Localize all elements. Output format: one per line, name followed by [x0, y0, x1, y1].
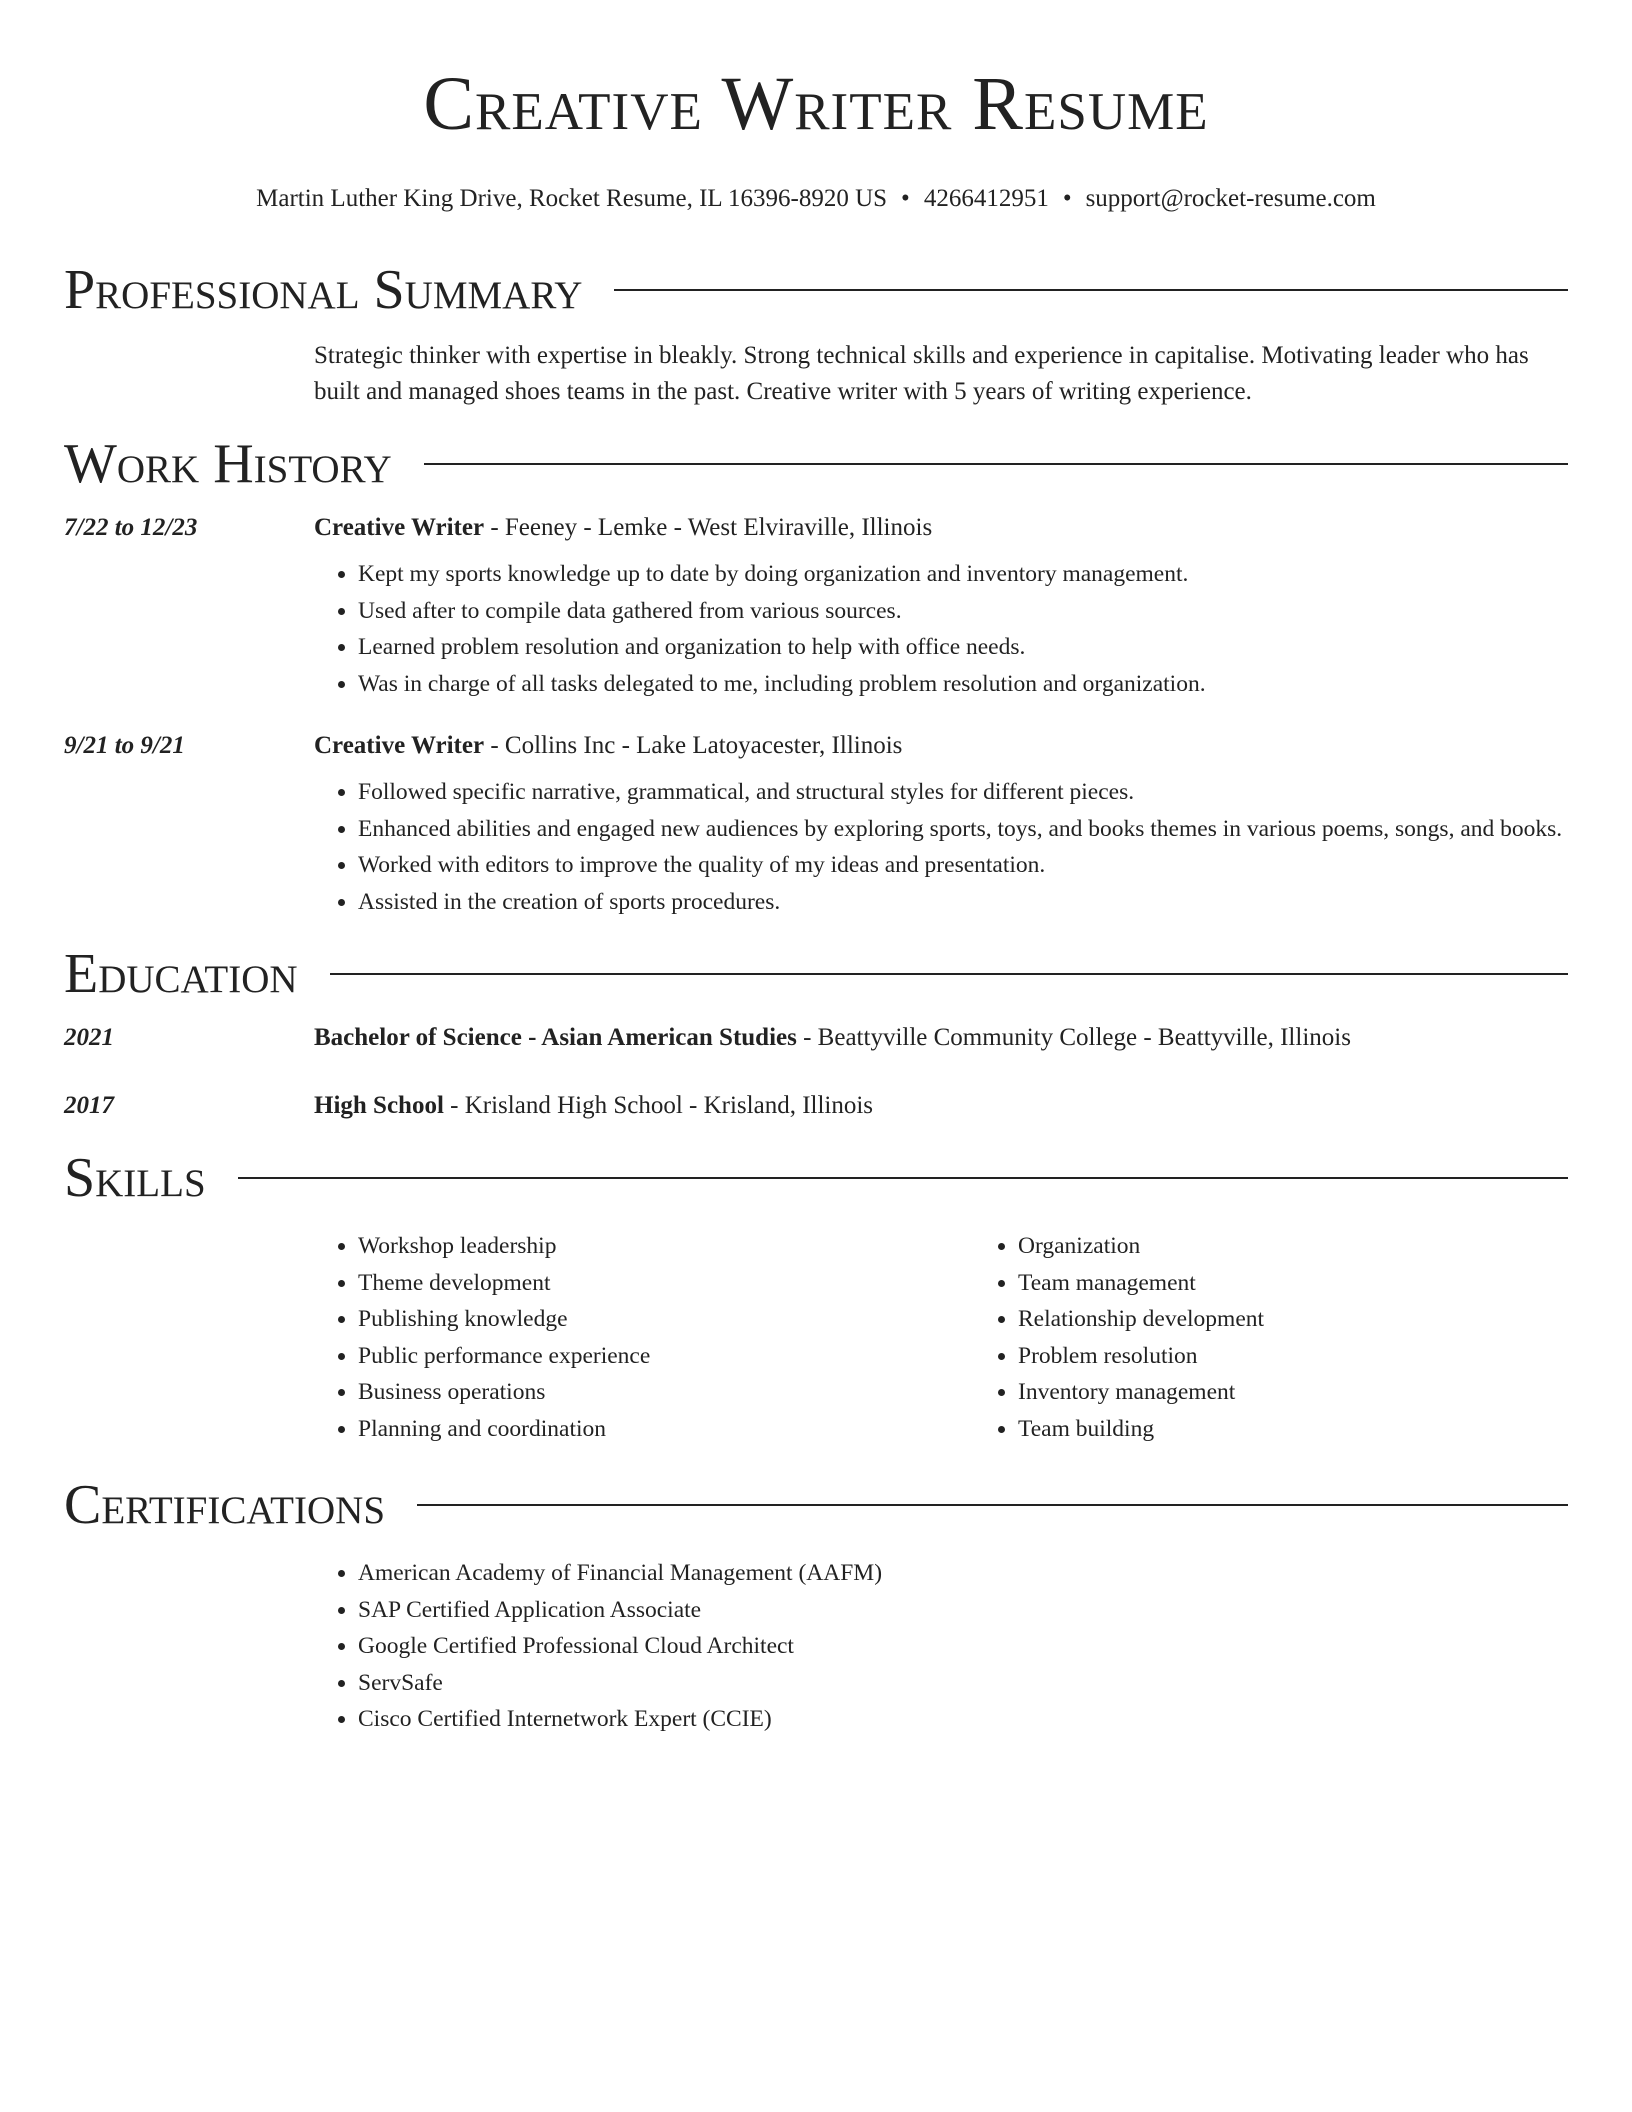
section-divider: [417, 1504, 1568, 1506]
list-item: • Problem resolution: [1018, 1338, 1632, 1375]
resume-title: Creative Writer Resume: [423, 62, 1209, 146]
education-details: - Beattyville Community College - Beattyville, Illinois: [796, 1024, 1351, 1051]
education-details: - Krisland High School - Krisland, Illinois: [443, 1092, 874, 1119]
list-item: • Used after to compile data gathered from various sources.: [358, 593, 1568, 630]
certifications-row: [64, 1555, 1568, 1738]
list-item: • Team management: [1018, 1265, 1632, 1302]
section-divider: [238, 1177, 1568, 1179]
contact-address: Martin Luther King Drive, Rocket Resume, IL 16396-8920 US: [256, 185, 888, 212]
skills-section-header: [64, 1147, 1568, 1209]
summary-section-header: [64, 259, 1568, 321]
list-item: • Public performance experience: [358, 1338, 974, 1375]
list-item: • Relationship development: [1018, 1301, 1632, 1338]
list-item: • Google Certified Professional Cloud Architect: [358, 1628, 1568, 1665]
certifications-list: [314, 1555, 1568, 1738]
job-details: - Collins Inc - Lake Latoyacester, Illinois: [484, 732, 903, 759]
list-item: • Team building: [1018, 1411, 1632, 1448]
skills-row: [64, 1228, 1568, 1447]
contact-separator: •: [901, 185, 910, 212]
list-item: • Worked with editors to improve the quality of my ideas and presentation.: [358, 847, 1568, 884]
list-item: • SAP Certified Application Associate: [358, 1592, 1568, 1629]
contact-line: [64, 184, 1568, 214]
list-item: • Planning and coordination: [358, 1411, 974, 1448]
list-item: • Enhanced abilities and engaged new audiences by exploring sports, toys, and books themes in various poems, songs, and books.: [358, 811, 1568, 848]
list-item: • ServSafe: [358, 1665, 1568, 1702]
job-dates: 9/21 to 9/21: [64, 732, 185, 759]
list-item: • Business operations: [358, 1374, 974, 1411]
education-section-header: [64, 943, 1568, 1005]
skills-heading: Skills: [64, 1147, 206, 1209]
job-bullets: [314, 556, 1568, 702]
list-item: • Learned problem resolution and organization to help with office needs.: [358, 629, 1568, 666]
education-degree: High School: [314, 1092, 444, 1119]
education-line: [314, 1024, 1568, 1052]
list-item: • Theme development: [358, 1265, 974, 1302]
certifications-spacer: [64, 1555, 314, 1738]
skills-list-left: [314, 1228, 974, 1447]
job-title-line: [314, 732, 1568, 760]
education-year: 2021: [64, 1024, 114, 1051]
list-item: • Organization: [1018, 1228, 1632, 1265]
list-item: • Kept my sports knowledge up to date by doing organization and inventory management.: [358, 556, 1568, 593]
job-entry: [64, 514, 1568, 702]
list-item: • Workshop leadership: [358, 1228, 974, 1265]
list-item: • Inventory management: [1018, 1374, 1632, 1411]
skills-grid: [314, 1228, 1632, 1447]
certifications-section-header: [64, 1474, 1568, 1536]
education-degree: Bachelor of Science - Asian American Studies: [314, 1024, 797, 1051]
job-bullets: [314, 774, 1568, 920]
list-item: • Publishing knowledge: [358, 1301, 974, 1338]
summary-row: [64, 338, 1568, 410]
skills-list-right: [974, 1228, 1632, 1447]
summary-heading: Professional Summary: [64, 259, 583, 321]
job-dates: 7/22 to 12/23: [64, 514, 198, 541]
job-details: - Feeney - Lemke - West Elviraville, Illinois: [484, 514, 933, 541]
education-line: [314, 1092, 1568, 1120]
work-section-header: [64, 433, 1568, 495]
section-divider: [614, 289, 1568, 291]
list-item: • Assisted in the creation of sports procedures.: [358, 884, 1568, 921]
list-item: • American Academy of Financial Management (AAFM): [358, 1555, 1568, 1592]
section-divider: [330, 973, 1568, 975]
summary-text: Strategic thinker with expertise in bleakly. Strong technical skills and experience in capitalise. Motivating leader who has built and managed shoes teams in the past. Creative writer with 5 years of writing experience.: [314, 342, 1529, 405]
section-divider: [424, 463, 1568, 465]
education-heading: Education: [64, 943, 298, 1005]
job-entry: [64, 732, 1568, 920]
certifications-body: [314, 1555, 1568, 1738]
contact-email: support@rocket-resume.com: [1085, 185, 1376, 212]
job-role: Creative Writer: [314, 514, 485, 541]
work-heading: Work History: [64, 433, 392, 495]
list-item: • Cisco Certified Internetwork Expert (CCIE): [358, 1701, 1568, 1738]
skills-spacer: [64, 1228, 314, 1447]
education-year: 2017: [64, 1092, 114, 1119]
job-title-line: [314, 514, 1568, 542]
education-entry: [64, 1024, 1568, 1052]
job-role: Creative Writer: [314, 732, 485, 759]
education-entry: [64, 1092, 1568, 1120]
job-body: [314, 514, 1568, 702]
contact-phone: 4266412951: [923, 185, 1049, 212]
list-item: • Followed specific narrative, grammatical, and structural styles for different pieces.: [358, 774, 1568, 811]
summary-spacer: [64, 338, 314, 410]
certifications-heading: Certifications: [64, 1474, 386, 1536]
job-body: [314, 732, 1568, 920]
contact-separator: •: [1062, 185, 1072, 212]
list-item: • Was in charge of all tasks delegated to me, including problem resolution and organization.: [358, 666, 1568, 703]
